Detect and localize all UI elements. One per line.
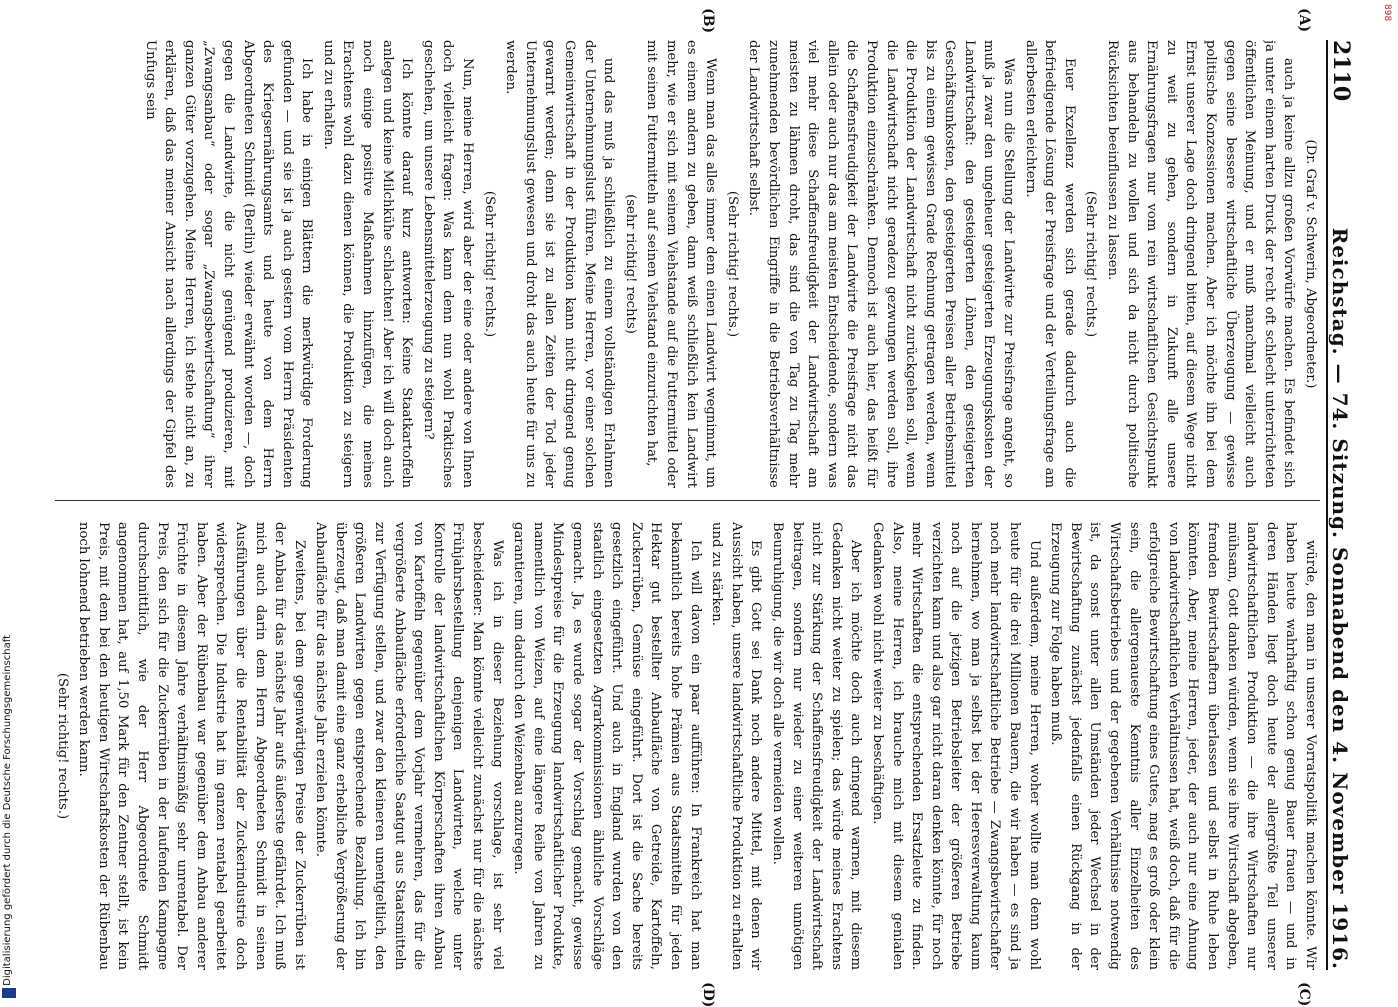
paragraph: Was ich in dieser Beziehung vorschlage, ist sehr viel bescheidener: Man könnte vielleicht zunächst nur für die nächste Frühjahrsbestellung denjenigen Landwirten, welche unter Kontrolle der landwirtschaftlichen Körperschaften ihren Anbau von Kartoffeln gegenüber dem Vorjahr vermehren, das für die vergrößerte Anbaufläche erforderliche Saatgut aus Staatsmitteln zur Verfügung stellen, und zwar den kleineren unentgeltlich, den größeren Landwirten gegen entsprechende Bezahlung. Ich bin überzeugt, daß man damit eine ganz erhebliche Vergrößerung der Anbaufläche für das nächste Jahr erzielen könnte. [313, 522, 505, 970]
left-column [55, 40, 1320, 488]
digitization-credit: Digitalisierung gefördert durch die Deutsche Forschungsgemeinschaft [2, 635, 13, 986]
page-header [1326, 40, 1368, 970]
page-ref-code: 898 [1382, 4, 1392, 22]
interjection: (Sehr richtig! rechts.) [1083, 190, 1099, 338]
paragraph: Ich könnte darauf kurz antworten: Keine Staatkartoffeln anlegen und keine Milchkühe schlachten! Aber ich will doch auch noch einige positive Maßnahmen hinzufügen, die meines Erachtens wohl dazu dienen können, die Produktion zu steigern und zu erhalten. [320, 40, 415, 488]
digitization-credit-bar [0, 0, 20, 1000]
margin-marker-d: (D) [700, 982, 716, 1007]
paragraph: Nun, meine Herren, wird aber der eine oder andere von Ihnen doch vielleicht fragen: Was kann denn nun wohl Praktisches geschehen, um unsere Lebensmittelerzeugung zu steigern? [420, 40, 476, 488]
newspaper-page [36, 0, 1376, 1007]
dfg-logo-icon [2, 988, 16, 998]
right-column [55, 522, 1320, 970]
paragraph: würde, den man in unserer Vorratspolitik machen könnte. Wir haben heute wahrhaftig schon genug Bauer frauen — und in deren Händen liegt doch heute der allergrößte Teil unserer landwirtschaftlichen Produktion — die ihre Wirtschaften nur mühsam, Gott danken würden, wenn sie ihre Wirtschaft abgeben, fremden Bewirtschaftern überlassen und selbst in Ruhe leben könnten. Aber, meine Herren, jeder, der auch nur eine Ahnung von landwirtschaftlichen Verhältnissen hat, weiß doch, daß für die erfolgreiche Bewirtschaftung eines Gutes, mag es groß oder klein sein, die allergenaueste Kenntnis aller Einzelheiten des Wirtschaftsbetriebes und der gegebenen Verhältnisse notwendig ist, da sonst unter allen Umständen jeder Wechsel in der Bewirtschaftung zunächst jedenfalls einen Rückgang in der Erzeugung zur Folge haben muß. [1048, 522, 1318, 970]
paragraph: Euer Exzellenz werden sich gerade dadurch auch die befriedigende Lösung der Preisfrage und der Verteilungsfrage am allerbesten erleichtern. [1022, 40, 1077, 488]
paragraph: Was nun die Stellung der Landwirte zur Preisfrage angeht, so muß ja zwar den ungeheuer gesteigerten Erzeugungskosten der Landwirtschaft: den gesteigerten Löhnen, den gesteigerten Geschäftsunkosten, den gesteigerten Preisen aller Betriebsmittel bis zu einem gewissen Grade Rechnung getragen werden, wenn die Produktion der Landwirtschaft nicht zurückgehen soll, wenn die Landwirtschaft nicht geradezu gezwungen werden soll, ihre Produktion einzuschränken. Dennoch ist auch hier, das heißt für die Schaffensfreudigkeit der Landwirte die Preisfrage nicht das allein oder auch nur das am meisten Entscheidende, sondern was viel mehr diese Schaffensfreudigkeit der Landwirtschaft am meisten zu lähmen droht, das sind die von Tag zu Tag mehr zunehmenden bevördlichen Eingriffe in die Betriebsverhältnisse der Landwirtschaft selbst. [746, 40, 1017, 488]
interjection: (Sehr richtig! rechts.) [481, 190, 497, 338]
interjection: (Sehr richtig! rechts.) [724, 190, 740, 338]
paragraph: Ich habe in einigen Blättern die merkwürdige Forderung gefunden — und sie ist ja auch gestern vom Herrn Präsidenten des Kriegsernährungsamts und heute von dem Herrn Abgeordneten Schmidt (Berlin) wieder erwähnt worden —, doch gegen die Landwirte, die nicht genügend produzieren, mit „Zwangsanbau“ oder sogar „Zwangsbewirtschaftung“ ihrer ganzen Güter vorzugehen. Meine Herren, ich stehe nicht an, zu erklären, daß das meiner Ansicht nach allerdings der Gipfel des Unfugs sein [142, 40, 315, 488]
interjection: (Sehr richtig! rechts.) [55, 672, 70, 820]
margin-marker-b: (B) [700, 8, 716, 34]
page-title: Reichstag. — 74. Sitzung. Sonnabend den 4. November 1916. [1328, 227, 1352, 970]
page-number: 2110 [1328, 40, 1354, 102]
paragraph: Es gibt Gott sei Dank noch andere Mittel, mit denen wir Aussicht haben, unsere landwirtschaftliche Produktion zu erhalten und zu stärken. [709, 522, 764, 970]
margin-marker-c: (C) [1296, 982, 1312, 1007]
margin-marker-a: (A) [1296, 8, 1312, 33]
paragraph: Und außerdem, meine Herren, woher wollte man denn wohl heute für die drei Millionen Bauern, die wir haben — es sind ja noch mehr landwirtschaftliche Betriebe — Zwangsbewirtschafter hernehmen, wo man ja selbst bei der Heeresverwaltung kaum noch auf die jetzigen Betriebsleiter der größeren Betriebe verzichten kann und also gar nicht daran denken könnte, für noch mehr Wirtschaften die entsprechenden Ersatzleute zu finden. Also, meine Herren, ich brauche mich mit diesem genialen Gedanken wohl nicht weiter zu beschäftigen. [869, 522, 1042, 970]
column-divider [55, 500, 1320, 501]
paragraph: Ich will davon ein paar aufführen: In Frankreich hat man bekanntlich bereits hohe Prämien aus Staatsmitteln für jeden Hektar gut bestellter Anbaufläche von Getreide, Kartoffeln, Zuckerrüben, Gemüse eingeführt. Dort ist die Sache bereits gesetzlich eingeführt. Und auch in England wurden von den staatlich eingesetzten Agrarkommissionen ähnliche Vorschläge gemacht. Ja, es wurde sogar der Vorschlag gemacht, gewisse Mindestpreise für die Erzeugung landwirtschaftlicher Produkte, namentlich von Weizen, auf eine längere Reihe von Jahren zu garantieren, um dadurch den Weizenbau anzuregen. [511, 522, 703, 970]
interjection: (sehr richtig! rechts) [622, 194, 638, 334]
paragraph: Aber ich möchte doch auch dringend warnen, mit diesem Gedanken nicht weiter zu spielen; das würde meines Erachtens nicht zur Stärkung der Schaffensfreudigkeit der Landwirtschaft beitragen, sondern nur wieder zu einer weiteren unnötigen Beunruhigung, die wir doch alle vermeiden wollen. [769, 522, 864, 970]
paragraph: Wenn man das alles immer dem einen Landwirt wegnimmt, um es einem andern zu geben, dann weiß schließlich kein Landwirt mehr, wie er sich mit seinem Viehstande auf die Futtermittel oder mit seinen Futtermitteln auf seinen Viehstand einzurichten hat, [644, 40, 719, 488]
paragraph: Zweitens, bei dem gegenwärtigen Preise der Zuckerrüben ist der Anbau für das nächste Jahr aufs äußerste gefährdet. Ich muß mich auch darin dem Herrn Abgeordneten Schmidt in seinen Ausführungen über die Rentabilität der Zuckerindustrie doch widersprechen. Die Industrie hat im ganzen rentabel gearbeitet haben. Aber der Rübenbau war gegenüber dem Anbau anderer Früchte in diesem Jahre verhältnismäßig sehr unrentabel. Der Preis, den sich für die Zuckerrüben in der laufenden Kampagne durchschnittlich, wie der Herr Abgeordnete Schmidt angenommen hat, auf 1,50 Mark für den Zentner stellt, ist kein Preis, mit dem bei den heutigen Wirtschaftskosten der Rübenbau noch lohnend betrieben werden kann. [76, 522, 307, 970]
speaker-line: (Dr. Graf v. Schwerin, Abgeordneter.) [1303, 139, 1318, 389]
paragraph: und das muß ja schließlich zu einem vollständigen Erlahmen der Unternehmungslust führen. Meine Herren, vor einer solchen Gemeinwirtschaft in der Produktion kann nicht dringend genug gewarnt werden; denn sie ist zu allen Zeiten der Tod jeder Unternehmungslust gewesen und droht das auch heute für uns zu werden. [503, 40, 617, 488]
paragraph: auch ja keine allzu großen Vorwürfe machen. Es befindet sich ja unter einem harten Druck der recht oft schlecht unterrichteten öffentlichen Meinung, und er muß manchmal vielleicht auch gegen seine bessere wirtschaftliche Überzeugung — gewisse politische Konzessionen machen. Aber ich möchte ihn bei dem Ernst unserer Lage doch dringend bitten, auf diesem Wege nicht zu weit zu gehen, sondern in Zukunft alle unsere Ernährungsfragen nur vom rein wirtschaftlichen Gesichtspunkt aus behandeln zu wollen und sich da nicht durch politische Rücksichten beeinflussen zu lassen. [1105, 40, 1297, 488]
